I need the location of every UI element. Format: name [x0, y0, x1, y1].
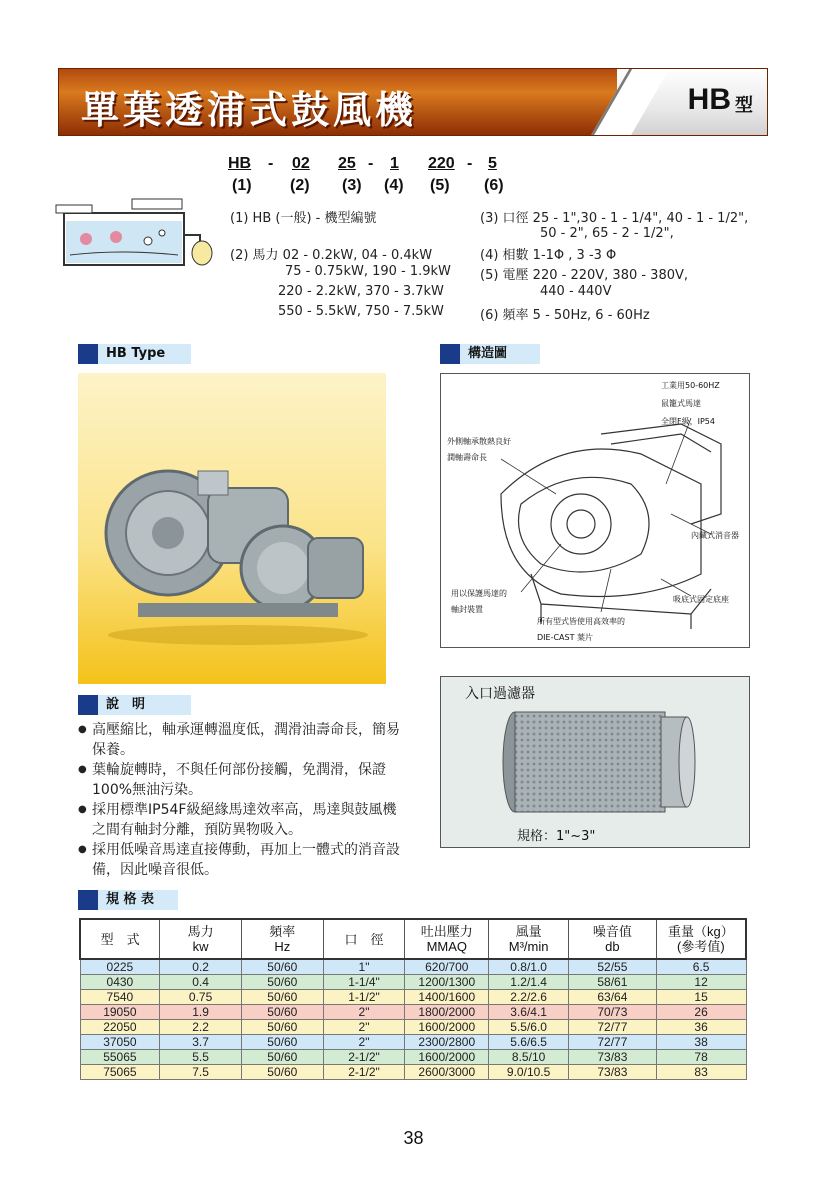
spec-table: [79, 918, 747, 1080]
table-cell: 0.2: [160, 959, 242, 975]
table-cell: 620/700: [405, 959, 489, 975]
table-cell: 2.2/2.6: [489, 990, 569, 1005]
table-cell: 50/60: [241, 1020, 323, 1035]
code-sep: -: [467, 155, 473, 172]
table-cell: 0.4: [160, 975, 242, 990]
structure-diagram: [440, 373, 750, 648]
aeration-tank-illustration: [50, 195, 218, 273]
table-cell: 1600/2000: [405, 1050, 489, 1065]
table-cell: 1400/1600: [405, 990, 489, 1005]
code-index: (4): [384, 177, 404, 194]
table-cell: 58/61: [569, 975, 657, 990]
table-cell: 2.2: [160, 1020, 242, 1035]
table-row: [80, 1005, 746, 1020]
table-cell: 12: [656, 975, 746, 990]
annotation: 工業用50-60HZ: [661, 381, 720, 390]
spec-power: 550 - 5.5kW, 750 - 7.5kW: [278, 304, 444, 319]
filter-title: 入口過濾器: [465, 686, 535, 702]
section-label-structure: 構造圖: [440, 344, 540, 364]
blower-photo: [78, 373, 386, 684]
column-header: 風量 M³/min: [489, 919, 569, 959]
list-item: ● 採用低噪音馬達直接傳動，再加上一體式的消音設備，因此噪音很低。: [78, 840, 408, 880]
table-cell: 6.5: [656, 959, 746, 975]
table-cell: 52/55: [569, 959, 657, 975]
annotation: 內藏式消音器: [691, 531, 739, 540]
table-cell: 0.8/1.0: [489, 959, 569, 975]
code-part: HB: [228, 155, 252, 172]
section-label-type: HB Type: [78, 344, 191, 364]
table-cell: 50/60: [241, 959, 323, 975]
annotation: 所有型式皆使用高效率的: [537, 617, 625, 626]
table-cell: 8.5/10: [489, 1050, 569, 1065]
page-number: 38: [403, 1128, 424, 1148]
annotation: 鼠籠式馬達: [661, 399, 701, 408]
table-cell: 36: [656, 1020, 746, 1035]
code-sep: -: [268, 155, 274, 172]
table-cell: 7.5: [160, 1065, 242, 1080]
spec-phase: (4) 相數 1-1Φ , 3 -3 Φ: [480, 248, 617, 263]
table-cell: 0225: [80, 959, 160, 975]
table-cell: 70/73: [569, 1005, 657, 1020]
table-cell: 2": [323, 1020, 405, 1035]
annotation: 用以保護馬達的: [451, 589, 507, 598]
table-cell: 1600/2000: [405, 1020, 489, 1035]
table-cell: 26: [656, 1005, 746, 1020]
spec-power: (2) 馬力 02 - 0.2kW, 04 - 0.4kW: [230, 248, 433, 263]
table-cell: 50/60: [241, 1050, 323, 1065]
code-part: 02: [292, 155, 310, 172]
table-cell: 2-1/2": [323, 1050, 405, 1065]
table-row: [80, 990, 746, 1005]
section-label-description: 說 明: [78, 695, 191, 715]
list-item: ● 葉輪旋轉時，不與任何部份接觸，免潤滑，保證100%無油污染。: [78, 760, 408, 800]
code-index: (6): [484, 177, 504, 194]
table-cell: 1": [323, 959, 405, 975]
table-cell: 73/83: [569, 1050, 657, 1065]
table-cell: 38: [656, 1035, 746, 1050]
table-row: [80, 1035, 746, 1050]
table-cell: 2300/2800: [405, 1035, 489, 1050]
table-cell: 2": [323, 1035, 405, 1050]
table-cell: 50/60: [241, 1065, 323, 1080]
column-header: 噪音值 db: [569, 919, 657, 959]
table-cell: 72/77: [569, 1035, 657, 1050]
annotation: 吸底式固定底座: [673, 595, 729, 604]
table-cell: 22050: [80, 1020, 160, 1035]
code-index: (5): [430, 177, 450, 194]
table-cell: 73/83: [569, 1065, 657, 1080]
spec-diameter: 50 - 2", 65 - 2 - 1/2",: [540, 226, 674, 241]
table-cell: 3.7: [160, 1035, 242, 1050]
code-part: 25: [338, 155, 356, 172]
table-cell: 72/77: [569, 1020, 657, 1035]
product-photo: [78, 373, 386, 684]
code-index: (1): [232, 177, 252, 194]
table-cell: 75065: [80, 1065, 160, 1080]
table-row: [80, 1020, 746, 1035]
table-cell: 2-1/2": [323, 1065, 405, 1080]
table-cell: 50/60: [241, 1005, 323, 1020]
table-cell: 15: [656, 990, 746, 1005]
table-cell: 1800/2000: [405, 1005, 489, 1020]
table-cell: 55065: [80, 1050, 160, 1065]
table-cell: 83: [656, 1065, 746, 1080]
list-item: ● 高壓縮比，軸承運轉溫度低，潤滑油壽命長，簡易保養。: [78, 720, 408, 760]
table-row: [80, 959, 746, 975]
table-cell: 1.9: [160, 1005, 242, 1020]
table-cell: 50/60: [241, 990, 323, 1005]
table-cell: 2": [323, 1005, 405, 1020]
column-header: 型 式: [80, 919, 160, 959]
table-cell: 1200/1300: [405, 975, 489, 990]
column-header: 馬力 kw: [160, 919, 242, 959]
table-row: [80, 975, 746, 990]
filter-size: 規格：1"~3": [517, 829, 596, 844]
table-cell: 5.5: [160, 1050, 242, 1065]
code-part: 220: [428, 155, 455, 172]
table-row: [80, 1050, 746, 1065]
column-header: 吐出壓力 MMAQ: [405, 919, 489, 959]
table-cell: 5.5/6.0: [489, 1020, 569, 1035]
table-cell: 63/64: [569, 990, 657, 1005]
table-cell: 19050: [80, 1005, 160, 1020]
table-cell: 50/60: [241, 1035, 323, 1050]
table-cell: 1.2/1.4: [489, 975, 569, 990]
annotation: 軸封裝置: [451, 605, 483, 614]
table-row: [80, 1065, 746, 1080]
header-banner: [58, 68, 768, 136]
model-series-suffix: 型: [735, 95, 753, 116]
table-cell: 1-1/2": [323, 990, 405, 1005]
table-cell: 2600/3000: [405, 1065, 489, 1080]
spec-model: (1) HB (一般) - 機型編號: [230, 211, 377, 226]
code-part: 1: [390, 155, 399, 172]
table-cell: 50/60: [241, 975, 323, 990]
column-header: 重量（kg） (參考值): [656, 919, 746, 959]
code-index: (3): [342, 177, 362, 194]
table-cell: 0.75: [160, 990, 242, 1005]
spec-diameter: (3) 口徑 25 - 1",30 - 1 - 1/4", 40 - 1 - 1/2",: [480, 211, 749, 226]
code-part: 5: [488, 155, 497, 172]
filter-cartridge-illustration: [501, 707, 701, 817]
table-cell: 1-1/4": [323, 975, 405, 990]
annotation: 潤軸壽命長: [447, 453, 487, 462]
table-cell: 0430: [80, 975, 160, 990]
table-header-row: [80, 919, 746, 959]
annotation: DIE-CAST 葉片: [537, 633, 594, 642]
spec-power: 75 - 0.75kW, 190 - 1.9kW: [285, 264, 451, 279]
table-cell: 78: [656, 1050, 746, 1065]
list-item: ● 採用標準IP54F級絕緣馬達效率高，馬達與鼓風機之間有軸封分離，預防異物吸入。: [78, 800, 408, 840]
column-header: 口 徑: [323, 919, 405, 959]
spec-power: 220 - 2.2kW, 370 - 3.7kW: [278, 284, 444, 299]
table-cell: 3.6/4.1: [489, 1005, 569, 1020]
annotation: 全閉F級，IP54: [661, 417, 715, 426]
table-cell: 37050: [80, 1035, 160, 1050]
spec-voltage: (5) 電壓 220 - 220V, 380 - 380V,: [480, 268, 689, 283]
table-cell: 5.6/6.5: [489, 1035, 569, 1050]
page-title: 單葉透浦式鼓風機: [81, 88, 418, 132]
section-label-spec-table: 規 格 表: [78, 890, 178, 910]
code-index: (2): [290, 177, 310, 194]
model-series-code: HB: [687, 83, 731, 116]
annotation: 外側軸承散熱良好: [447, 437, 511, 446]
code-sep: -: [368, 155, 374, 172]
table-cell: 7540: [80, 990, 160, 1005]
spec-frequency: (6) 頻率 5 - 50Hz, 6 - 60Hz: [480, 308, 650, 323]
spec-voltage: 440 - 440V: [540, 284, 612, 299]
column-header: 頻率 Hz: [241, 919, 323, 959]
table-cell: 9.0/10.5: [489, 1065, 569, 1080]
inlet-filter-panel: [440, 676, 750, 848]
description-list: [78, 720, 408, 880]
